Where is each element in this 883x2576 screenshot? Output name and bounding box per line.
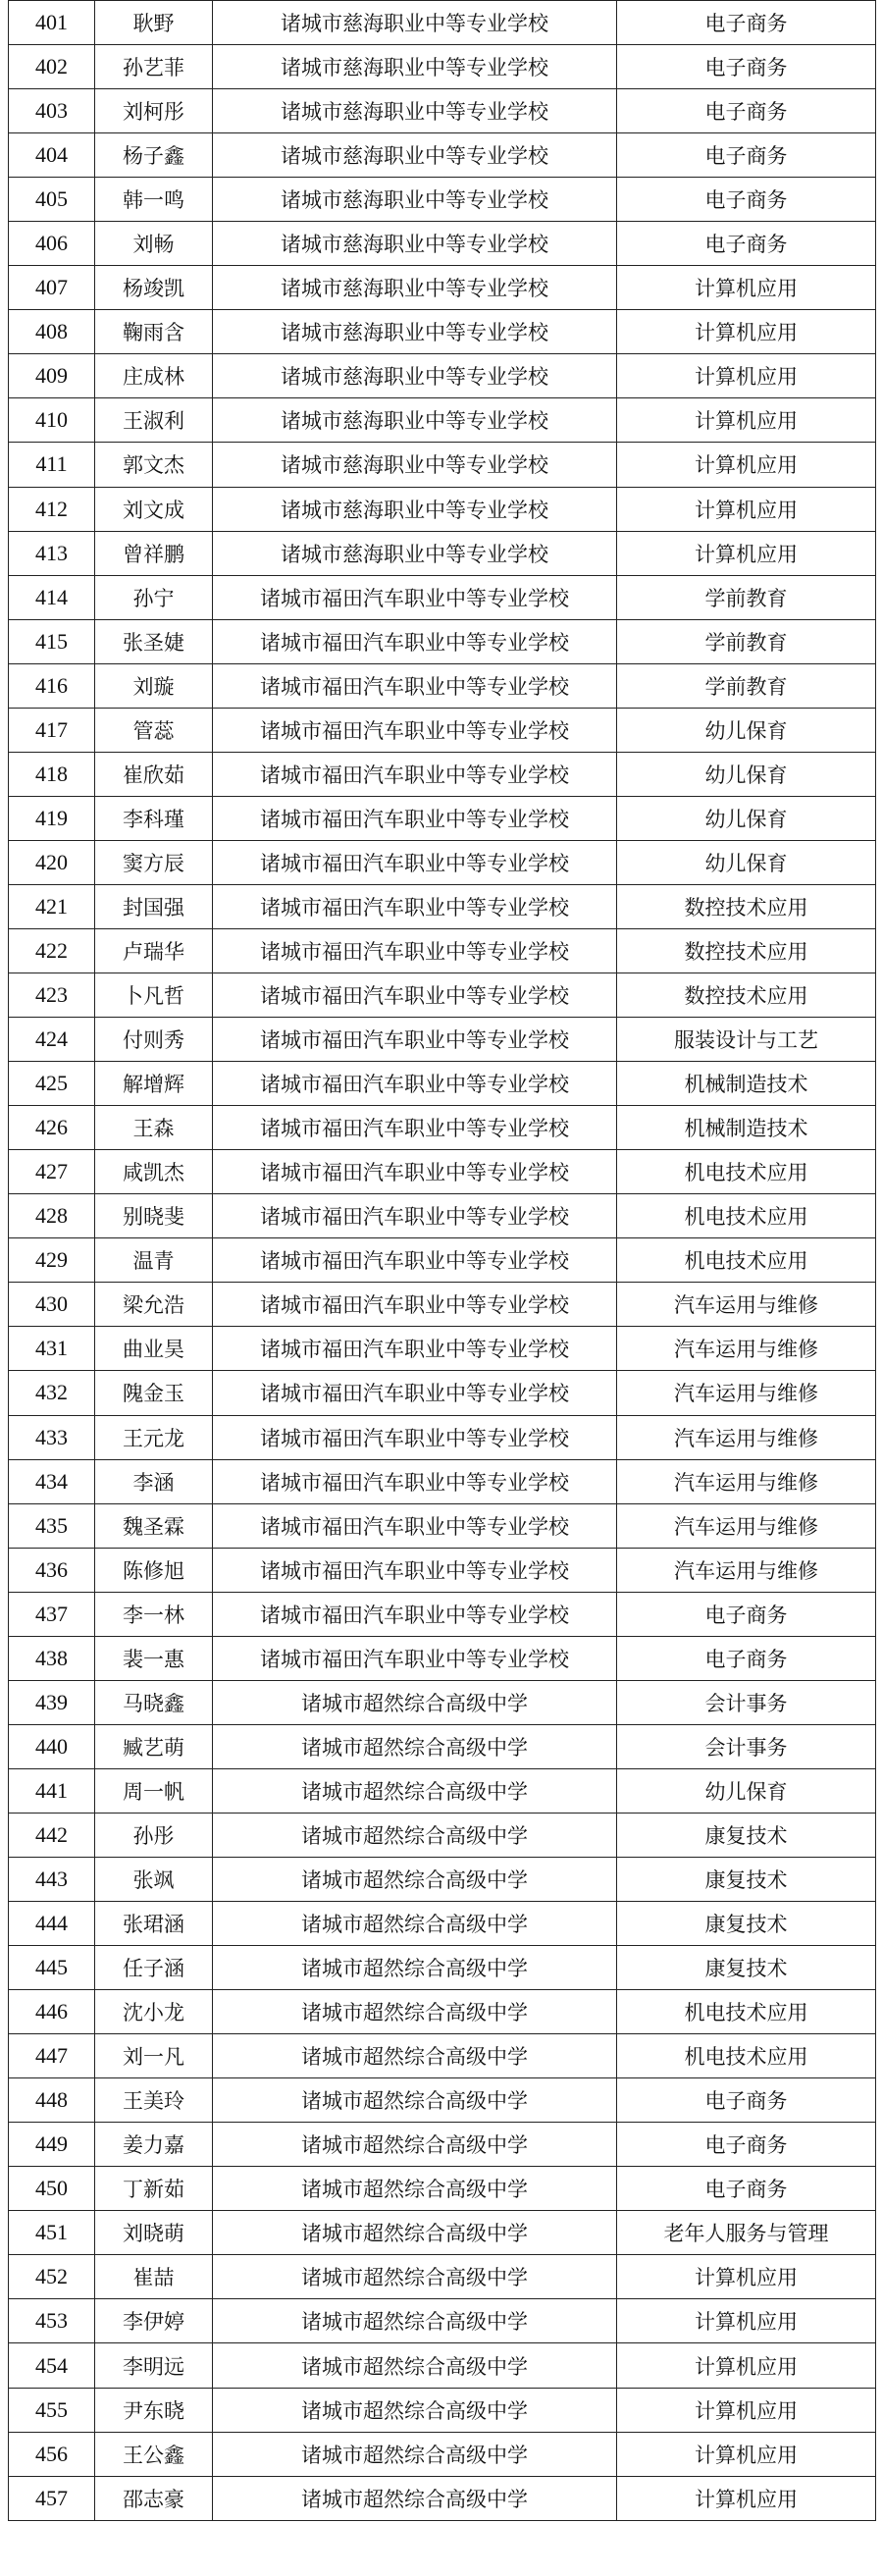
row-number-cell: 446	[9, 1990, 95, 2034]
major-name-cell: 康复技术	[617, 1857, 876, 1901]
row-number-cell: 434	[9, 1459, 95, 1503]
student-name-cell: 尹东晓	[95, 2388, 213, 2432]
row-number-cell: 424	[9, 1018, 95, 1062]
row-number-cell: 407	[9, 266, 95, 310]
row-number-cell: 420	[9, 840, 95, 884]
major-name-cell: 汽车运用与维修	[617, 1548, 876, 1592]
school-name-cell: 诸城市超然综合高级中学	[213, 2476, 617, 2520]
major-name-cell: 汽车运用与维修	[617, 1283, 876, 1327]
major-name-cell: 康复技术	[617, 1902, 876, 1946]
school-name-cell: 诸城市福田汽车职业中等专业学校	[213, 1503, 617, 1548]
table-row	[9, 1946, 876, 1990]
student-name-cell: 张圣婕	[95, 619, 213, 663]
major-name-cell: 机电技术应用	[617, 1238, 876, 1283]
school-name-cell: 诸城市超然综合高级中学	[213, 2299, 617, 2343]
student-name-cell: 管蕊	[95, 708, 213, 752]
major-name-cell: 电子商务	[617, 2167, 876, 2211]
major-name-cell: 汽车运用与维修	[617, 1503, 876, 1548]
row-number-cell: 419	[9, 796, 95, 840]
school-name-cell: 诸城市超然综合高级中学	[213, 1724, 617, 1768]
student-name-cell: 李科瑾	[95, 796, 213, 840]
student-name-cell: 周一帆	[95, 1768, 213, 1813]
table-row	[9, 2343, 876, 2388]
student-table-body	[9, 1, 876, 2521]
row-number-cell: 435	[9, 1503, 95, 1548]
school-name-cell: 诸城市超然综合高级中学	[213, 1768, 617, 1813]
student-name-cell: 李伊婷	[95, 2299, 213, 2343]
school-name-cell: 诸城市福田汽车职业中等专业学校	[213, 1018, 617, 1062]
table-row	[9, 2167, 876, 2211]
row-number-cell: 449	[9, 2123, 95, 2167]
school-name-cell: 诸城市超然综合高级中学	[213, 2255, 617, 2299]
major-name-cell: 学前教育	[617, 575, 876, 619]
row-number-cell: 450	[9, 2167, 95, 2211]
row-number-cell: 447	[9, 2034, 95, 2078]
student-name-cell: 卢瑞华	[95, 928, 213, 973]
student-name-cell: 孙宁	[95, 575, 213, 619]
table-row	[9, 1724, 876, 1768]
student-name-cell: 窦方辰	[95, 840, 213, 884]
row-number-cell: 453	[9, 2299, 95, 2343]
major-name-cell: 汽车运用与维修	[617, 1371, 876, 1415]
major-name-cell: 计算机应用	[617, 354, 876, 398]
school-name-cell: 诸城市慈海职业中等专业学校	[213, 531, 617, 575]
major-name-cell: 数控技术应用	[617, 884, 876, 928]
school-name-cell: 诸城市慈海职业中等专业学校	[213, 222, 617, 266]
student-name-cell: 臧艺萌	[95, 1724, 213, 1768]
table-row	[9, 398, 876, 443]
school-name-cell: 诸城市福田汽车职业中等专业学校	[213, 1459, 617, 1503]
student-name-cell: 曲业昊	[95, 1327, 213, 1371]
table-row	[9, 884, 876, 928]
student-name-cell: 刘晓萌	[95, 2211, 213, 2255]
major-name-cell: 汽车运用与维修	[617, 1459, 876, 1503]
major-name-cell: 汽车运用与维修	[617, 1415, 876, 1459]
school-name-cell: 诸城市福田汽车职业中等专业学校	[213, 1283, 617, 1327]
row-number-cell: 452	[9, 2255, 95, 2299]
table-row	[9, 1592, 876, 1636]
school-name-cell: 诸城市超然综合高级中学	[213, 2343, 617, 2388]
table-row	[9, 1548, 876, 1592]
major-name-cell: 机电技术应用	[617, 1150, 876, 1194]
table-row	[9, 973, 876, 1018]
row-number-cell: 428	[9, 1194, 95, 1238]
row-number-cell: 425	[9, 1062, 95, 1106]
school-name-cell: 诸城市福田汽车职业中等专业学校	[213, 1592, 617, 1636]
table-row	[9, 928, 876, 973]
major-name-cell: 计算机应用	[617, 2299, 876, 2343]
major-name-cell: 电子商务	[617, 1636, 876, 1680]
student-name-cell: 崔欣茹	[95, 752, 213, 796]
school-name-cell: 诸城市福田汽车职业中等专业学校	[213, 840, 617, 884]
table-row	[9, 2211, 876, 2255]
major-name-cell: 电子商务	[617, 178, 876, 222]
school-name-cell: 诸城市福田汽车职业中等专业学校	[213, 575, 617, 619]
school-name-cell: 诸城市福田汽车职业中等专业学校	[213, 884, 617, 928]
major-name-cell: 计算机应用	[617, 2255, 876, 2299]
major-name-cell: 计算机应用	[617, 487, 876, 531]
student-name-cell: 李一林	[95, 1592, 213, 1636]
student-name-cell: 魏圣霖	[95, 1503, 213, 1548]
table-row	[9, 222, 876, 266]
row-number-cell: 437	[9, 1592, 95, 1636]
major-name-cell: 机电技术应用	[617, 2034, 876, 2078]
major-name-cell: 计算机应用	[617, 443, 876, 487]
table-row	[9, 45, 876, 89]
row-number-cell: 408	[9, 310, 95, 354]
school-name-cell: 诸城市福田汽车职业中等专业学校	[213, 1150, 617, 1194]
row-number-cell: 422	[9, 928, 95, 973]
row-number-cell: 414	[9, 575, 95, 619]
student-name-cell: 李涵	[95, 1459, 213, 1503]
row-number-cell: 418	[9, 752, 95, 796]
table-row	[9, 1150, 876, 1194]
major-name-cell: 电子商务	[617, 133, 876, 178]
student-name-cell: 任子涵	[95, 1946, 213, 1990]
student-name-cell: 梁允浩	[95, 1283, 213, 1327]
major-name-cell: 计算机应用	[617, 398, 876, 443]
table-row	[9, 1371, 876, 1415]
major-name-cell: 计算机应用	[617, 266, 876, 310]
row-number-cell: 444	[9, 1902, 95, 1946]
row-number-cell: 426	[9, 1106, 95, 1150]
school-name-cell: 诸城市超然综合高级中学	[213, 1902, 617, 1946]
student-name-cell: 崔喆	[95, 2255, 213, 2299]
table-row	[9, 1327, 876, 1371]
student-name-cell: 曾祥鹏	[95, 531, 213, 575]
row-number-cell: 427	[9, 1150, 95, 1194]
student-name-cell: 裴一惠	[95, 1636, 213, 1680]
row-number-cell: 429	[9, 1238, 95, 1283]
table-row	[9, 531, 876, 575]
school-name-cell: 诸城市福田汽车职业中等专业学校	[213, 619, 617, 663]
student-name-cell: 王美玲	[95, 2078, 213, 2123]
major-name-cell: 幼儿保育	[617, 708, 876, 752]
major-name-cell: 机电技术应用	[617, 1990, 876, 2034]
table-row	[9, 1503, 876, 1548]
student-name-cell: 丁新茹	[95, 2167, 213, 2211]
table-row	[9, 1902, 876, 1946]
school-name-cell: 诸城市慈海职业中等专业学校	[213, 398, 617, 443]
school-name-cell: 诸城市慈海职业中等专业学校	[213, 266, 617, 310]
row-number-cell: 411	[9, 443, 95, 487]
row-number-cell: 432	[9, 1371, 95, 1415]
row-number-cell: 455	[9, 2388, 95, 2432]
student-name-cell: 张飒	[95, 1857, 213, 1901]
table-row	[9, 2432, 876, 2476]
row-number-cell: 433	[9, 1415, 95, 1459]
student-name-cell: 刘畅	[95, 222, 213, 266]
row-number-cell: 413	[9, 531, 95, 575]
student-name-cell: 刘璇	[95, 663, 213, 708]
table-row	[9, 310, 876, 354]
major-name-cell: 汽车运用与维修	[617, 1327, 876, 1371]
school-name-cell: 诸城市福田汽车职业中等专业学校	[213, 1327, 617, 1371]
row-number-cell: 443	[9, 1857, 95, 1901]
row-number-cell: 457	[9, 2476, 95, 2520]
table-row	[9, 840, 876, 884]
table-row	[9, 133, 876, 178]
major-name-cell: 机电技术应用	[617, 1194, 876, 1238]
school-name-cell: 诸城市福田汽车职业中等专业学校	[213, 973, 617, 1018]
row-number-cell: 405	[9, 178, 95, 222]
table-row	[9, 619, 876, 663]
major-name-cell: 计算机应用	[617, 2343, 876, 2388]
row-number-cell: 406	[9, 222, 95, 266]
major-name-cell: 数控技术应用	[617, 973, 876, 1018]
student-name-cell: 邵志豪	[95, 2476, 213, 2520]
major-name-cell: 数控技术应用	[617, 928, 876, 973]
major-name-cell: 学前教育	[617, 663, 876, 708]
student-name-cell: 姜力嘉	[95, 2123, 213, 2167]
student-name-cell: 付则秀	[95, 1018, 213, 1062]
student-name-cell: 张珺涵	[95, 1902, 213, 1946]
student-name-cell: 郭文杰	[95, 443, 213, 487]
school-name-cell: 诸城市超然综合高级中学	[213, 1813, 617, 1857]
row-number-cell: 431	[9, 1327, 95, 1371]
student-name-cell: 解增辉	[95, 1062, 213, 1106]
major-name-cell: 计算机应用	[617, 2476, 876, 2520]
row-number-cell: 445	[9, 1946, 95, 1990]
school-name-cell: 诸城市慈海职业中等专业学校	[213, 354, 617, 398]
student-name-cell: 刘柯彤	[95, 89, 213, 133]
student-name-cell: 杨子鑫	[95, 133, 213, 178]
table-row	[9, 1062, 876, 1106]
table-row	[9, 1194, 876, 1238]
school-name-cell: 诸城市超然综合高级中学	[213, 2123, 617, 2167]
row-number-cell: 451	[9, 2211, 95, 2255]
school-name-cell: 诸城市福田汽车职业中等专业学校	[213, 752, 617, 796]
row-number-cell: 448	[9, 2078, 95, 2123]
row-number-cell: 409	[9, 354, 95, 398]
table-row	[9, 1857, 876, 1901]
row-number-cell: 417	[9, 708, 95, 752]
student-name-cell: 咸凯杰	[95, 1150, 213, 1194]
major-name-cell: 会计事务	[617, 1724, 876, 1768]
major-name-cell: 电子商务	[617, 2123, 876, 2167]
school-name-cell: 诸城市超然综合高级中学	[213, 2078, 617, 2123]
school-name-cell: 诸城市慈海职业中等专业学校	[213, 178, 617, 222]
student-name-cell: 陈修旭	[95, 1548, 213, 1592]
table-row	[9, 1680, 876, 1724]
table-row	[9, 1768, 876, 1813]
major-name-cell: 计算机应用	[617, 531, 876, 575]
student-name-cell: 王公鑫	[95, 2432, 213, 2476]
row-number-cell: 439	[9, 1680, 95, 1724]
table-row	[9, 354, 876, 398]
school-name-cell: 诸城市福田汽车职业中等专业学校	[213, 1238, 617, 1283]
table-row	[9, 752, 876, 796]
table-row	[9, 663, 876, 708]
student-name-cell: 刘一凡	[95, 2034, 213, 2078]
student-name-cell: 封国强	[95, 884, 213, 928]
table-row	[9, 178, 876, 222]
school-name-cell: 诸城市超然综合高级中学	[213, 2034, 617, 2078]
table-row	[9, 796, 876, 840]
school-name-cell: 诸城市慈海职业中等专业学校	[213, 443, 617, 487]
table-row	[9, 1, 876, 45]
major-name-cell: 康复技术	[617, 1946, 876, 1990]
school-name-cell: 诸城市超然综合高级中学	[213, 1946, 617, 1990]
table-row	[9, 708, 876, 752]
table-row	[9, 575, 876, 619]
row-number-cell: 402	[9, 45, 95, 89]
row-number-cell: 442	[9, 1813, 95, 1857]
row-number-cell: 440	[9, 1724, 95, 1768]
student-name-cell: 耿野	[95, 1, 213, 45]
student-name-cell: 李明远	[95, 2343, 213, 2388]
table-row	[9, 1106, 876, 1150]
row-number-cell: 430	[9, 1283, 95, 1327]
student-name-cell: 孙艺菲	[95, 45, 213, 89]
row-number-cell: 401	[9, 1, 95, 45]
table-row	[9, 1018, 876, 1062]
row-number-cell: 412	[9, 487, 95, 531]
school-name-cell: 诸城市福田汽车职业中等专业学校	[213, 1106, 617, 1150]
student-name-cell: 庄成林	[95, 354, 213, 398]
table-row	[9, 2388, 876, 2432]
table-row	[9, 1459, 876, 1503]
major-name-cell: 会计事务	[617, 1680, 876, 1724]
row-number-cell: 456	[9, 2432, 95, 2476]
row-number-cell: 438	[9, 1636, 95, 1680]
major-name-cell: 幼儿保育	[617, 752, 876, 796]
row-number-cell: 423	[9, 973, 95, 1018]
table-row	[9, 266, 876, 310]
school-name-cell: 诸城市超然综合高级中学	[213, 2167, 617, 2211]
major-name-cell: 幼儿保育	[617, 1768, 876, 1813]
table-row	[9, 1415, 876, 1459]
school-name-cell: 诸城市慈海职业中等专业学校	[213, 1, 617, 45]
major-name-cell: 幼儿保育	[617, 796, 876, 840]
school-name-cell: 诸城市福田汽车职业中等专业学校	[213, 663, 617, 708]
table-row	[9, 1990, 876, 2034]
row-number-cell: 421	[9, 884, 95, 928]
student-name-cell: 王元龙	[95, 1415, 213, 1459]
row-number-cell: 441	[9, 1768, 95, 1813]
student-name-cell: 刘文成	[95, 487, 213, 531]
row-number-cell: 454	[9, 2343, 95, 2388]
major-name-cell: 计算机应用	[617, 2432, 876, 2476]
table-row	[9, 2034, 876, 2078]
major-name-cell: 学前教育	[617, 619, 876, 663]
row-number-cell: 404	[9, 133, 95, 178]
school-name-cell: 诸城市超然综合高级中学	[213, 2388, 617, 2432]
student-name-cell: 鞠雨含	[95, 310, 213, 354]
table-row	[9, 1238, 876, 1283]
major-name-cell: 电子商务	[617, 89, 876, 133]
student-list-sheet	[8, 0, 875, 2521]
row-number-cell: 436	[9, 1548, 95, 1592]
school-name-cell: 诸城市超然综合高级中学	[213, 1857, 617, 1901]
table-row	[9, 2123, 876, 2167]
school-name-cell: 诸城市超然综合高级中学	[213, 1990, 617, 2034]
student-name-cell: 温青	[95, 1238, 213, 1283]
major-name-cell: 老年人服务与管理	[617, 2211, 876, 2255]
row-number-cell: 403	[9, 89, 95, 133]
table-row	[9, 1283, 876, 1327]
student-name-cell: 卜凡哲	[95, 973, 213, 1018]
student-name-cell: 孙彤	[95, 1813, 213, 1857]
school-name-cell: 诸城市慈海职业中等专业学校	[213, 133, 617, 178]
student-name-cell: 王森	[95, 1106, 213, 1150]
major-name-cell: 幼儿保育	[617, 840, 876, 884]
table-row	[9, 2078, 876, 2123]
school-name-cell: 诸城市慈海职业中等专业学校	[213, 89, 617, 133]
school-name-cell: 诸城市超然综合高级中学	[213, 2432, 617, 2476]
table-row	[9, 89, 876, 133]
school-name-cell: 诸城市超然综合高级中学	[213, 1680, 617, 1724]
school-name-cell: 诸城市福田汽车职业中等专业学校	[213, 796, 617, 840]
school-name-cell: 诸城市慈海职业中等专业学校	[213, 310, 617, 354]
table-row	[9, 2299, 876, 2343]
row-number-cell: 410	[9, 398, 95, 443]
school-name-cell: 诸城市慈海职业中等专业学校	[213, 487, 617, 531]
student-table	[8, 0, 876, 2521]
student-name-cell: 王淑利	[95, 398, 213, 443]
school-name-cell: 诸城市福田汽车职业中等专业学校	[213, 928, 617, 973]
table-row	[9, 1813, 876, 1857]
major-name-cell: 电子商务	[617, 45, 876, 89]
student-name-cell: 沈小龙	[95, 1990, 213, 2034]
row-number-cell: 415	[9, 619, 95, 663]
major-name-cell: 机械制造技术	[617, 1062, 876, 1106]
major-name-cell: 电子商务	[617, 1592, 876, 1636]
school-name-cell: 诸城市福田汽车职业中等专业学校	[213, 708, 617, 752]
row-number-cell: 416	[9, 663, 95, 708]
table-row	[9, 2255, 876, 2299]
school-name-cell: 诸城市福田汽车职业中等专业学校	[213, 1194, 617, 1238]
table-row	[9, 487, 876, 531]
major-name-cell: 康复技术	[617, 1813, 876, 1857]
major-name-cell: 计算机应用	[617, 2388, 876, 2432]
school-name-cell: 诸城市福田汽车职业中等专业学校	[213, 1548, 617, 1592]
major-name-cell: 电子商务	[617, 222, 876, 266]
school-name-cell: 诸城市福田汽车职业中等专业学校	[213, 1415, 617, 1459]
school-name-cell: 诸城市福田汽车职业中等专业学校	[213, 1062, 617, 1106]
student-name-cell: 隗金玉	[95, 1371, 213, 1415]
major-name-cell: 电子商务	[617, 1, 876, 45]
major-name-cell: 电子商务	[617, 2078, 876, 2123]
major-name-cell: 计算机应用	[617, 310, 876, 354]
school-name-cell: 诸城市福田汽车职业中等专业学校	[213, 1636, 617, 1680]
student-name-cell: 别晓斐	[95, 1194, 213, 1238]
student-name-cell: 马晓鑫	[95, 1680, 213, 1724]
school-name-cell: 诸城市慈海职业中等专业学校	[213, 45, 617, 89]
school-name-cell: 诸城市超然综合高级中学	[213, 2211, 617, 2255]
major-name-cell: 机械制造技术	[617, 1106, 876, 1150]
major-name-cell: 服装设计与工艺	[617, 1018, 876, 1062]
student-name-cell: 韩一鸣	[95, 178, 213, 222]
school-name-cell: 诸城市福田汽车职业中等专业学校	[213, 1371, 617, 1415]
student-name-cell: 杨竣凯	[95, 266, 213, 310]
table-row	[9, 2476, 876, 2520]
table-row	[9, 443, 876, 487]
table-row	[9, 1636, 876, 1680]
